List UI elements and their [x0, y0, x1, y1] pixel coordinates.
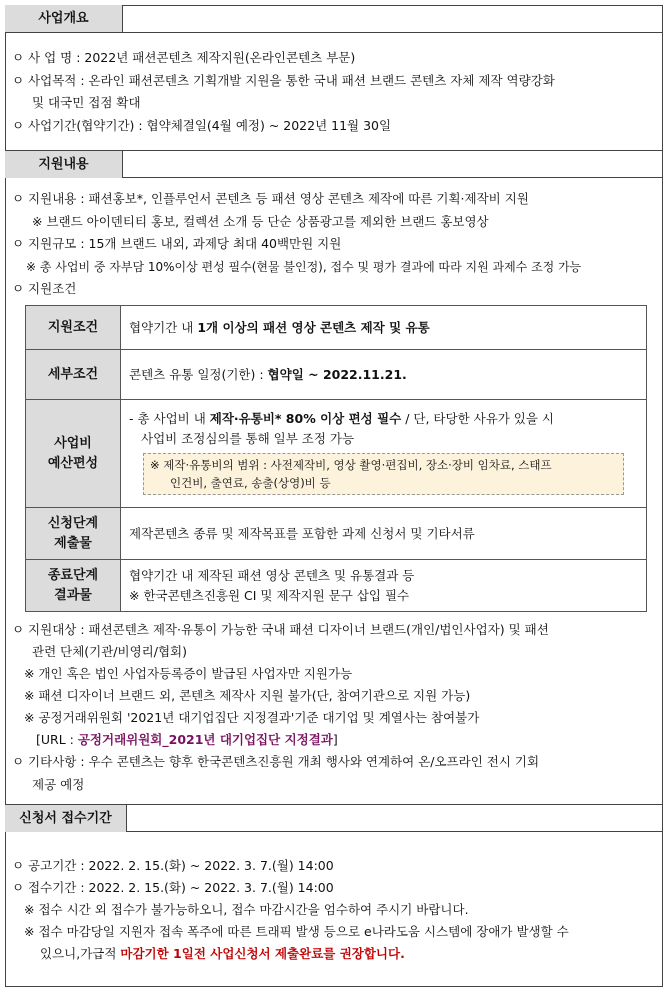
support-content: ㅇ 지원내용 : 패션홍보*, 인플루언서 콘텐츠 등 패션 영상 콘텐츠 제작에 따른 기획·제작비 지원: [12, 191, 529, 206]
deadline-note-3: 있으니,가급적 마감기한 1일전 사업신청서 제출완료를 권장합니다.: [40, 946, 405, 961]
url-link[interactable]: 공정거래위원회_2021년 대기업집단 지정결과: [77, 732, 333, 747]
business-purpose-cont: 및 대국민 접점 확대: [32, 95, 141, 110]
support-target-cont: 관련 단체(기관/비영리/협회): [32, 644, 187, 659]
business-name: ㅇ 사 업 명 : 2022년 패션콘텐츠 제작지원(온라인콘텐츠 부문): [12, 50, 356, 65]
row-value: 협약기간 내 제작된 패션 영상 콘텐츠 및 유통결과 등 ※ 한국콘텐츠진흥원 CI 및 제작지원 문구 삽입 필수: [121, 560, 647, 612]
table-row: [26, 400, 647, 508]
row-label: 종료단계 결과물: [26, 560, 121, 612]
announcement-period: ㅇ 공고기간 : 2022. 2. 15.(화) ~ 2022. 3. 7.(월) 14:00: [12, 858, 334, 873]
row-value: 협약기간 내 1개 이상의 패션 영상 콘텐츠 제작 및 유통: [121, 306, 647, 350]
business-period: ㅇ 사업기간(협약기간) : 협약체결일(4월 예정) ~ 2022년 11월 30일: [12, 118, 392, 133]
table-row: [26, 350, 647, 400]
support-scale-note: ※ 총 사업비 중 자부담 10%이상 편성 필수(현물 불인정), 접수 및 평가 결과에 따라 지원 과제수 조정 가능: [26, 260, 582, 274]
support-scale: ㅇ 지원규모 : 15개 브랜드 내외, 과제당 최대 40백만원 지원: [12, 236, 342, 251]
support-conditions: ㅇ 지원조건: [12, 281, 77, 296]
business-purpose: ㅇ 사업목적 : 온라인 패션콘텐츠 기획개발 지원을 통한 국내 패션 브랜드 콘텐츠 자체 제작 역량강화: [12, 73, 555, 88]
row-label: 지원조건: [26, 306, 121, 350]
deadline-note-2: ※ 접수 마감당일 지원자 접속 폭주에 따른 트래픽 발생 등으로 e나라도움 시스템에 장애가 발생할 수: [24, 924, 569, 939]
other-notes: ㅇ 기타사항 : 우수 콘텐츠는 향후 한국콘텐츠진흥원 개최 행사와 연계하여 온/오프라인 전시 기회: [12, 754, 540, 769]
table-row: [26, 560, 647, 612]
section-title: 사업개요: [5, 5, 123, 32]
row-label: 신청단계 제출물: [26, 508, 121, 560]
table-row: [26, 306, 647, 350]
application-period: ㅇ 접수기간 : 2022. 2. 15.(화) ~ 2022. 3. 7.(월) 14:00: [12, 880, 334, 895]
target-note-2: ※ 패션 디자이너 브랜드 외, 콘텐츠 제작사 지원 불가(단, 참여기관으로 지원 가능): [24, 688, 471, 703]
section-header-overview: [5, 5, 663, 33]
section-title: 지원내용: [5, 151, 123, 178]
other-notes-cont: 제공 예정: [32, 777, 85, 792]
budget-note: ※ 제작·유통비의 범위 : 사전제작비, 영상 촬영·편집비, 장소·장비 임차료, 스태프 인건비, 출연료, 송출(상영)비 등: [143, 453, 624, 495]
row-value: - 총 사업비 내 제작·유통비* 80% 이상 편성 필수 / 단, 타당한 사유가 있을 시 사업비 조정심의를 통해 일부 조정 가능 ※ 제작·유통비의 범위 : 사전제작비, 영상 촬영·편집비, 장소·장비 임차료, 스태프 인건비, 출연료, 송출(상영)비 등: [121, 400, 647, 508]
table-row: [26, 508, 647, 560]
target-note-1: ※ 개인 혹은 법인 사업자등록증이 발급된 사업자만 지원가능: [24, 666, 353, 681]
support-content-note: ※ 브랜드 아이덴티티 홍보, 컬렉션 소개 등 단순 상품광고를 제외한 브랜드 홍보영상: [32, 214, 489, 229]
row-label: 사업비 예산편성: [26, 400, 121, 508]
section-title: 신청서 접수기간: [5, 805, 127, 832]
section-header-support: [5, 150, 663, 178]
row-value: 제작콘텐츠 종류 및 제작목표를 포함한 과제 신청서 및 기타서류: [121, 508, 647, 560]
row-value: 콘텐츠 유통 일정(기한) : 협약일 ~ 2022.11.21.: [121, 350, 647, 400]
support-target: ㅇ 지원대상 : 패션콘텐츠 제작·유통이 가능한 국내 패션 디자이너 브랜드(개인/법인사업자) 및 패션: [12, 622, 549, 637]
deadline-note-1: ※ 접수 시간 외 접수가 불가능하오니, 접수 마감시간을 엄수하여 주시기 바랍니다.: [24, 902, 469, 917]
url-line: [URL : 공정거래위원회_2021년 대기업집단 지정결과]: [36, 732, 338, 747]
conditions-table: [25, 305, 647, 612]
target-note-3: ※ 공정거래위원회 '2021년 대기업집단 지정결과'기준 대기업 및 계열사는 참여불가: [24, 710, 480, 725]
row-label: 세부조건: [26, 350, 121, 400]
section-header-application: [5, 804, 663, 832]
